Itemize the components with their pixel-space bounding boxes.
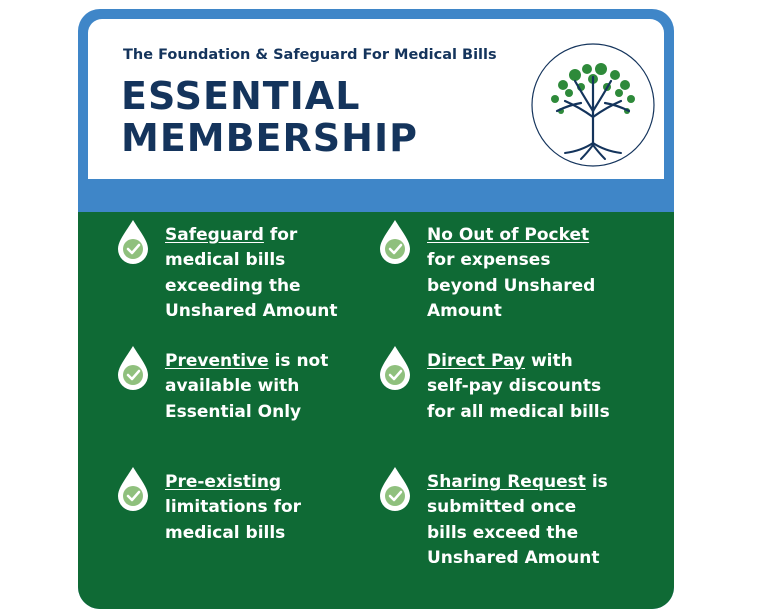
check-drop-icon <box>117 345 149 391</box>
card-header <box>88 19 664 179</box>
check-drop-icon <box>379 345 411 391</box>
feature-highlight: No Out of Pocket <box>427 225 590 245</box>
title-line-2: MEMBERSHIP <box>121 116 418 160</box>
feature-preventive: Preventive is not available with Essential Only <box>165 349 328 425</box>
feature-safeguard: Safeguard for medical bills exceeding the Unshared Amount <box>165 223 337 324</box>
feature-highlight: Sharing Request <box>427 472 586 492</box>
feature-direct-pay: Direct Pay with self-pay discounts for all medical bills <box>427 349 610 425</box>
feature-highlight: Pre-existing <box>165 472 282 492</box>
check-drop-icon <box>379 219 411 265</box>
organization-name: The Foundation & Safeguard For Medical Bills <box>123 47 497 63</box>
feature-highlight: Direct Pay <box>427 351 526 371</box>
tree-logo-icon <box>525 41 661 169</box>
check-drop-icon <box>117 219 149 265</box>
feature-highlight: Safeguard <box>165 225 264 245</box>
membership-title <box>121 75 418 159</box>
title-line-1: ESSENTIAL <box>121 74 361 118</box>
feature-sharing-request: Sharing Request is submitted once bills exceed the Unshared Amount <box>427 470 608 571</box>
feature-pre-existing: Pre-existing limitations for medical bills <box>165 470 301 546</box>
feature-no-out-of-pocket: No Out of Pocket for expenses beyond Unshared Amount <box>427 223 595 324</box>
feature-highlight: Preventive <box>165 351 269 371</box>
check-drop-icon <box>379 466 411 512</box>
check-drop-icon <box>117 466 149 512</box>
